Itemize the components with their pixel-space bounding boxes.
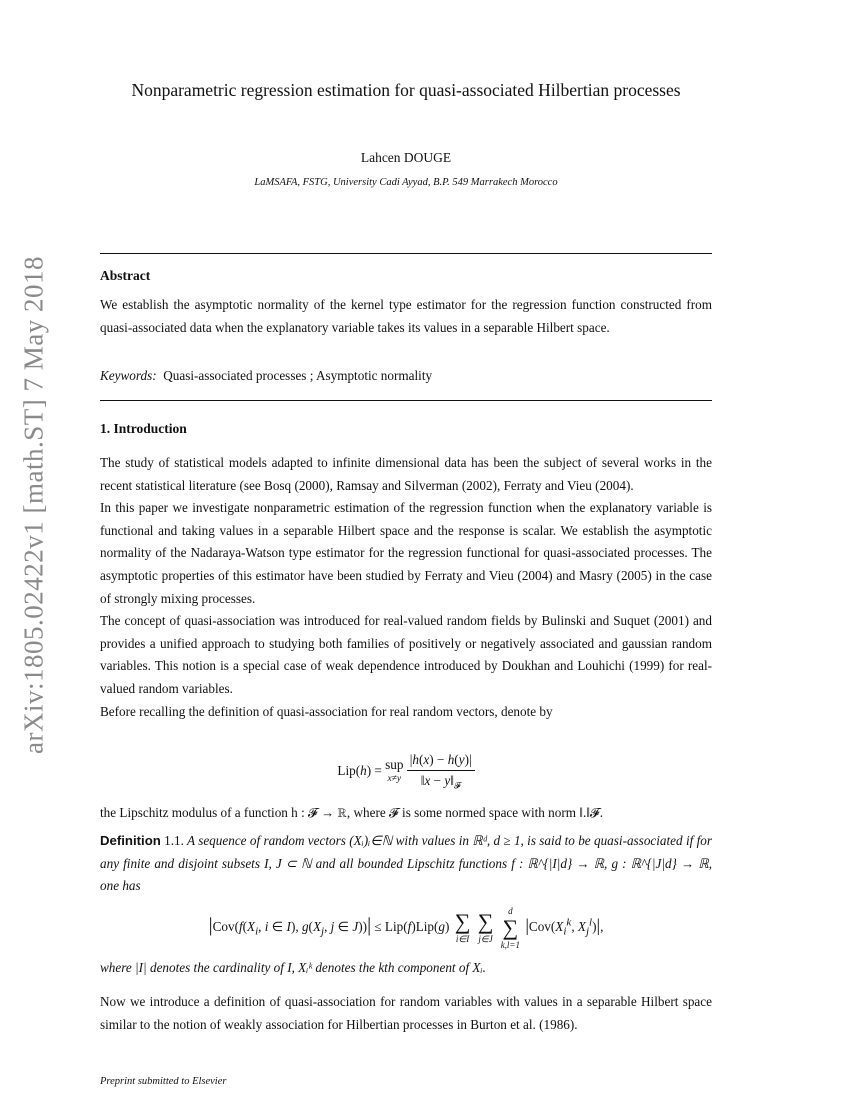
definition-label: Definition [100, 833, 161, 848]
covariance-inequality: $|Cov(f(X_i$, i ∈ I), $g(X_j$, j ∈ J))| ≤ Lip(f)Lip(g) ∑ i∈I ∑ j∈J d ∑ k,l=1 $|Cov(X_i^k$, $X_j^l)|$, [208, 906, 604, 950]
lipschitz-fraction: $\frac{|h(x) - h(y)|}{‖x - y‖_𝓕}$ [407, 752, 475, 792]
keywords [100, 368, 712, 384]
intro-paragraph: The concept of quasi-association was introduced for real-valued random fields by Bulinski and Suquet (2001) and provides a unified approach to studying both families of positively or negatively associated and gaussian random variables. This notion is a special case of weak dependence introduced by Doukhan and Louhichi (1999) for real-valued random variables. [100, 613, 712, 696]
intro-paragraph: The study of statistical models adapted to infinite dimensional data has been the subject of several works in the recent statistical literature (see Bosq (2000), Ramsay and Silverman (2002), Ferraty and Vieu (2004). [100, 455, 712, 493]
section-heading: 1. Introduction [100, 421, 187, 436]
author-affiliation: LaMSAFA, FSTG, University Cadi Ayyad, B.P. 549 Marrakech Morocco [254, 177, 558, 188]
abstract-top-rule [100, 253, 712, 254]
sup-operator: sup x≠y [385, 756, 404, 784]
footer-note: Preprint submitted to Elsevier [100, 1076, 227, 1087]
abstract-heading: Abstract [100, 268, 151, 283]
abstract-bottom-rule [100, 400, 712, 401]
intro-paragraph: In this paper we investigate nonparametric estimation of the regression function when the explanatory variable is functional and taking values in a separable Hilbert space and the response is scalar. We establish the asymptotic normality of the Nadaraya-Watson type estimator for the regression functional for quasi-associated processes. The asymptotic properties of this estimator have been studied by Ferraty and Vieu (2004) and Masry (2005) in the case of strongly mixing processes. [100, 500, 712, 606]
intro-paragraph: Before recalling the definition of quasi-association for real random vectors, denote by [100, 703, 553, 719]
where-clause: where |I| denotes the cardinality of I, Xᵢᵏ denotes the kth component of Xᵢ. [100, 960, 486, 975]
sum-over-kl: d ∑ k,l=1 [500, 906, 521, 950]
keywords-value: Quasi-associated processes ; Asymptotic normality [163, 368, 433, 383]
definition-text: A sequence of random vectors (Xᵢ)ᵢ∈ℕ with values in ℝᵈ, d ≥ 1, is said to be quasi-associated if for any finite and disjoint subsets I, J ⊂ ℕ and all bounded Lipschitz functions f : ℝ^{|I|d} → ℝ, g : ℝ^{|J|d} → ℝ, one has [100, 833, 713, 894]
intro-body [100, 452, 712, 723]
lipschitz-description: the Lipschitz modulus of a function h : 𝓕 → ℝ, where 𝓕 is some normed space with norm ‖.‖𝓕. [100, 805, 604, 820]
author-name: Lahcen DOUGE [360, 150, 452, 165]
definition-block [100, 830, 712, 898]
arxiv-identifier: arXiv:1805.02422v1 [math.ST] 7 May 2018 [18, 256, 49, 754]
keywords-label: Keywords: [100, 368, 157, 383]
sum-over-j: ∑ j∈J [477, 909, 494, 944]
sum-over-i: ∑ i∈I [454, 909, 471, 944]
paper-title: Nonparametric regression estimation for quasi-associated Hilbertian processes [131, 80, 681, 100]
closing-paragraph: Now we introduce a definition of quasi-association for random variables with values in a separable Hilbert space similar to the notion of weakly association for Hilbertian processes in Burton et al. (1986). [100, 994, 712, 1032]
definition-number: 1.1. [164, 833, 184, 848]
abstract-text: We establish the asymptotic normality of the kernel type estimator for the regression function constructed from quasi-associated data when the explanatory variable takes its values in a separable Hilbert space. [100, 297, 712, 335]
lipschitz-equation: Lip(h) = sup x≠y $\frac{|h(x) - h(y)|}{‖x - y‖_𝓕}$ [100, 752, 712, 792]
